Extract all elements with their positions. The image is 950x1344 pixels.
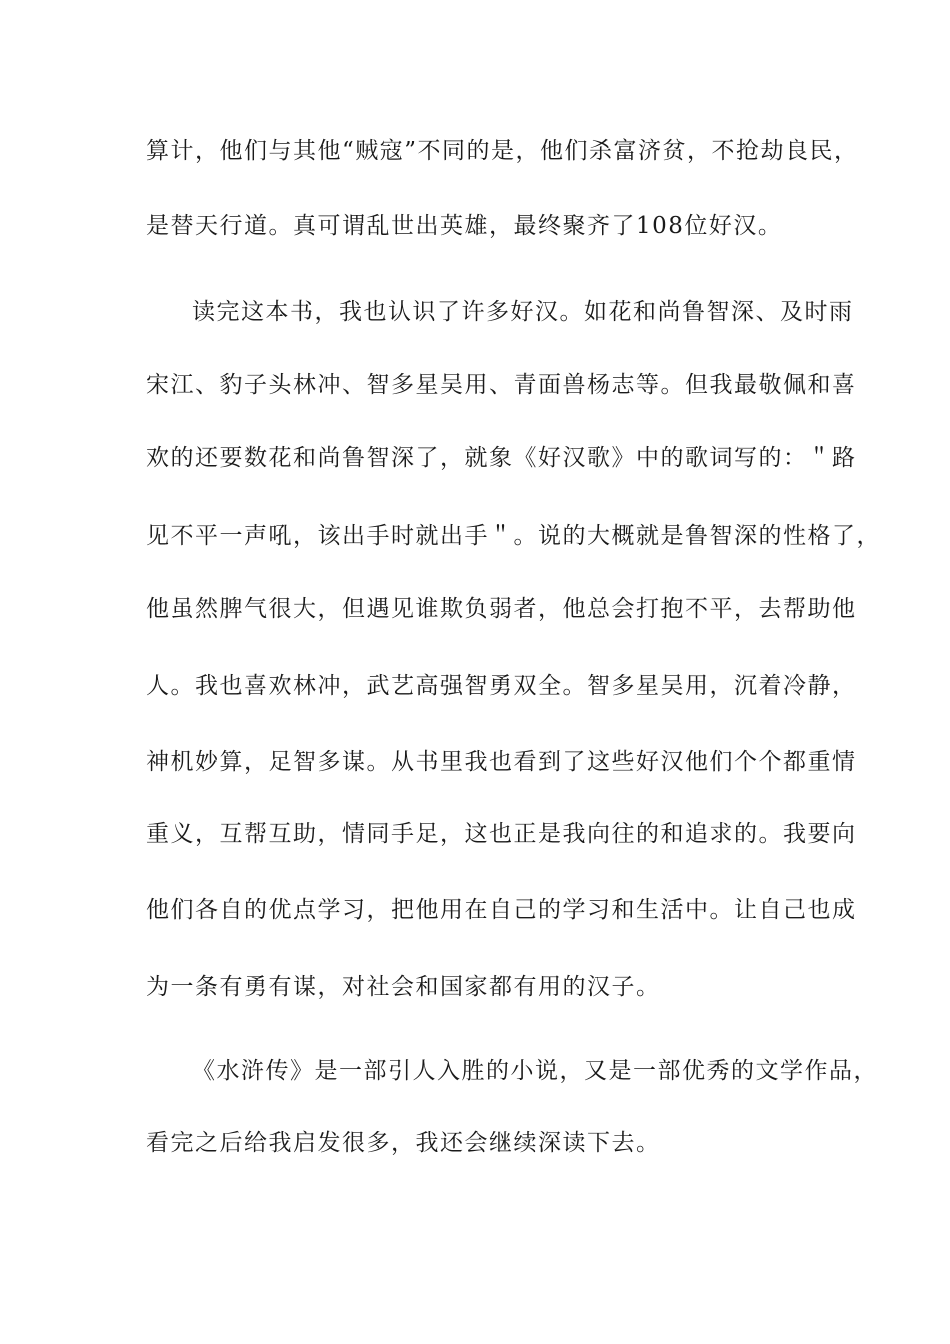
text-line: 他虽然脾气很大，但遇见谁欺负弱者，他总会打抱不平，去帮助他 — [146, 596, 857, 622]
paragraph-first-line: 读完这本书，我也认识了许多好汉。如花和尚鲁智深、及时雨 — [192, 299, 854, 325]
text-line: 人。我也喜欢林冲，武艺高强智勇双全。智多星吴用，沉着冷静， — [146, 673, 857, 699]
text-line: 看完之后给我启发很多，我还会继续深读下去。 — [146, 1130, 661, 1156]
text-line: 宋江、豹子头林冲、智多星吴用、青面兽杨志等。但我最敬佩和喜 — [146, 372, 857, 398]
paragraph-first-line: 《水浒传》是一部引人入胜的小说，又是一部优秀的文学作品， — [192, 1058, 878, 1084]
text-line: 见不平一声吼，该出手时就出手＂。说的大概就是鲁智深的性格了， — [146, 523, 881, 549]
text-line: 欢的还要数花和尚鲁智深了，就象《好汉歌》中的歌词写的：＂路 — [146, 445, 857, 471]
text-line: 他们各自的优点学习，把他用在自己的学习和生活中。让自己也成 — [146, 897, 857, 923]
text-line: 神机妙算，足智多谋。从书里我也看到了这些好汉他们个个都重情 — [146, 749, 857, 775]
text-line: 算计，他们与其他“贼寇”不同的是，他们杀富济贫，不抢劫良民， — [146, 138, 859, 164]
text-line: 为一条有勇有谋，对社会和国家都有用的汉子。 — [146, 974, 661, 1000]
text-line: 是替天行道。真可谓乱世出英雄，最终聚齐了108位好汉。 — [146, 213, 783, 239]
text-line: 重义，互帮互助，情同手足，这也正是我向往的和追求的。我要向 — [146, 821, 857, 847]
